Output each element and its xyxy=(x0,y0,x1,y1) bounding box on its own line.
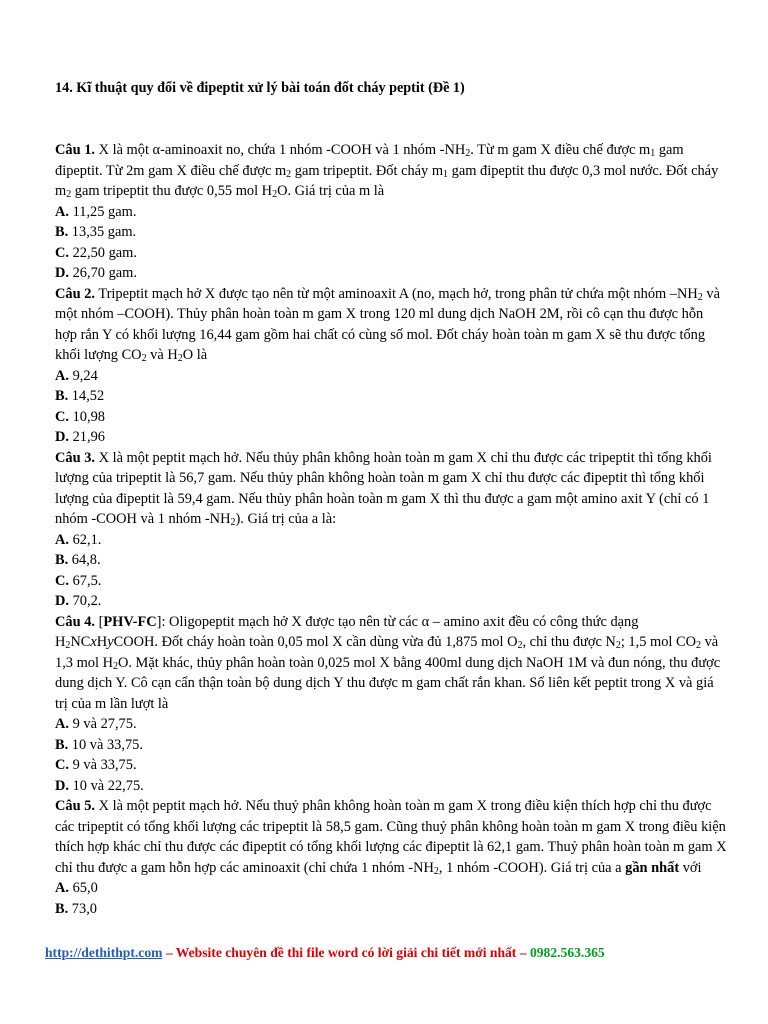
question-list xyxy=(55,140,727,919)
answer-option: B. 13,35 gam. xyxy=(55,224,137,240)
question-label: Câu 3. xyxy=(55,449,95,466)
answer-option: B. 14,52 xyxy=(55,388,105,404)
question-5-stem: Câu 5. X là một peptit mạch hở. Nếu thuỷ phân không hoàn toàn m gam X trong điều kiện thích hợp chỉ thu được các tripeptit có tổng khối lượng các tripeptit là 58,5 gam. Cũng thuỷ phân không hoàn toàn m gam X trong điều kiện thích hợp khác chỉ thu được các đipeptit có tổng khối lượng các đipeptit là 62,1 gam. Thuỷ phân hoàn toàn m gam X chỉ thu được a gam hỗn hợp các aminoaxit (chỉ chứa 1 nhóm $-NH_2$, 1 nhóm -COOH). Giá trị của a gần nhất với xyxy=(55,798,727,877)
question-2-stem: Câu 2. Tripeptit mạch hở X được tạo nên từ một aminoaxit A (no, mạch hở, trong phân tử chứa một nhóm $-NH_2$ và một nhóm –COOH). Thủy phân hoàn toàn m gam X trong 120 ml dung dịch NaOH 2M, rồi cô cạn thu được hỗn hợp rắn Y có khối lượng 16,44 gam gồm hai chất có cùng số mol. Đốt cháy hoàn toàn m gam X sẽ thu được tổng khối lượng $CO_2$ và $H_2O$ là xyxy=(55,285,720,364)
answer-option: A. 65,0 xyxy=(55,880,98,896)
answer-option: A. 62,1. xyxy=(55,531,102,548)
answer-option: C. 10,98 xyxy=(55,408,105,425)
answer-option: A. 9 và 27,75. xyxy=(55,716,137,732)
question-label: Câu 1. xyxy=(55,142,95,158)
question-5 xyxy=(55,796,727,919)
answer-option: C. 67,5. xyxy=(55,572,102,589)
question-4-stem: Câu 4. [PHV-FC]: Oligopeptit mạch hở X được tạo nên từ các α – amino axit đều có công thức dạng $H_2NCxHyCOOH$. Đốt cháy hoàn toàn 0,05 mol X cần dùng vừa đủ 1,875 mol $O_2$, chỉ thu được $N_2$; 1,5 mol $CO_2$ và 1,3 mol $H_2O$. Mặt khác, thủy phân hoàn toàn 0,025 mol X bằng 400ml dung dịch NaOH 1M và đun nóng, thu được dung dịch Y. Cô cạn cẩn thận toàn bộ dung dịch Y thu được m gam chất rắn khan. Số liên kết peptit trong X và giá trị của m lần lượt là xyxy=(55,613,721,712)
footer-phone: 0982.563.365 xyxy=(529,945,605,960)
question-2 xyxy=(55,284,727,448)
page-footer xyxy=(45,944,745,962)
answer-option: D. 26,70 gam. xyxy=(55,265,137,281)
website-link[interactable]: http://dethithpt.com xyxy=(45,945,163,960)
question-3 xyxy=(55,448,727,612)
question-3-stem: Câu 3. X là một peptit mạch hở. Nếu thủy phân không hoàn toàn m gam X chỉ thu được các tripeptit thì tổng khối lượng của tripeptit là 56,7 gam. Nếu thủy phân không hoàn toàn m gam X chỉ thu được các đipeptit thì tổng khối lượng của đipeptit là 59,4 gam. Nếu thủy phân hoàn toàn m gam X thì thu được a gam một amino axit Y (chỉ có 1 nhóm -COOH và 1 nhóm $-NH_2$). Giá trị của a là: xyxy=(55,449,712,528)
question-1-stem: Câu 1. X là một α-aminoaxit no, chứa 1 nhóm -COOH và 1 nhóm $-NH_2$. Từ m gam X điều chế được $m_1$ gam đipeptit. Từ 2m gam X điều chế được $m_2$ gam tripeptit. Đốt cháy $m_1$ gam đipeptit thu được 0,3 mol nước. Đốt cháy $m_2$ gam tripeptit thu được 0,55 mol $H_2O$. Giá trị của m là xyxy=(55,142,719,200)
question-label: Câu 2. xyxy=(55,285,95,302)
footer-tagline: – Website chuyên đề thi file word có lời giải chi tiết mới nhất – xyxy=(162,945,530,960)
answer-option: D. 10 và 22,75. xyxy=(55,777,144,794)
question-4 xyxy=(55,612,727,797)
source-tag: PHV-FC xyxy=(103,613,157,630)
answer-option: B. 10 và 33,75. xyxy=(55,736,143,753)
question-label: Câu 4. xyxy=(55,613,95,630)
answer-option: C. 9 và 33,75. xyxy=(55,757,137,773)
answer-option: B. 73,0 xyxy=(55,900,97,917)
answer-option: B. 64,8. xyxy=(55,552,101,568)
answer-option: C. 22,50 gam. xyxy=(55,244,137,261)
answer-option: A. 11,25 gam. xyxy=(55,203,137,220)
question-label: Câu 5. xyxy=(55,798,95,814)
answer-option: A. 9,24 xyxy=(55,367,98,384)
question-1 xyxy=(55,140,727,284)
emphasis-text: gần nhất xyxy=(625,859,680,876)
answer-option: D. 21,96 xyxy=(55,429,105,445)
document-title: 14. Kĩ thuật quy đổi về đipeptit xử lý bài toán đốt cháy peptit (Đề 1) xyxy=(55,80,465,96)
answer-option: D. 70,2. xyxy=(55,593,102,609)
